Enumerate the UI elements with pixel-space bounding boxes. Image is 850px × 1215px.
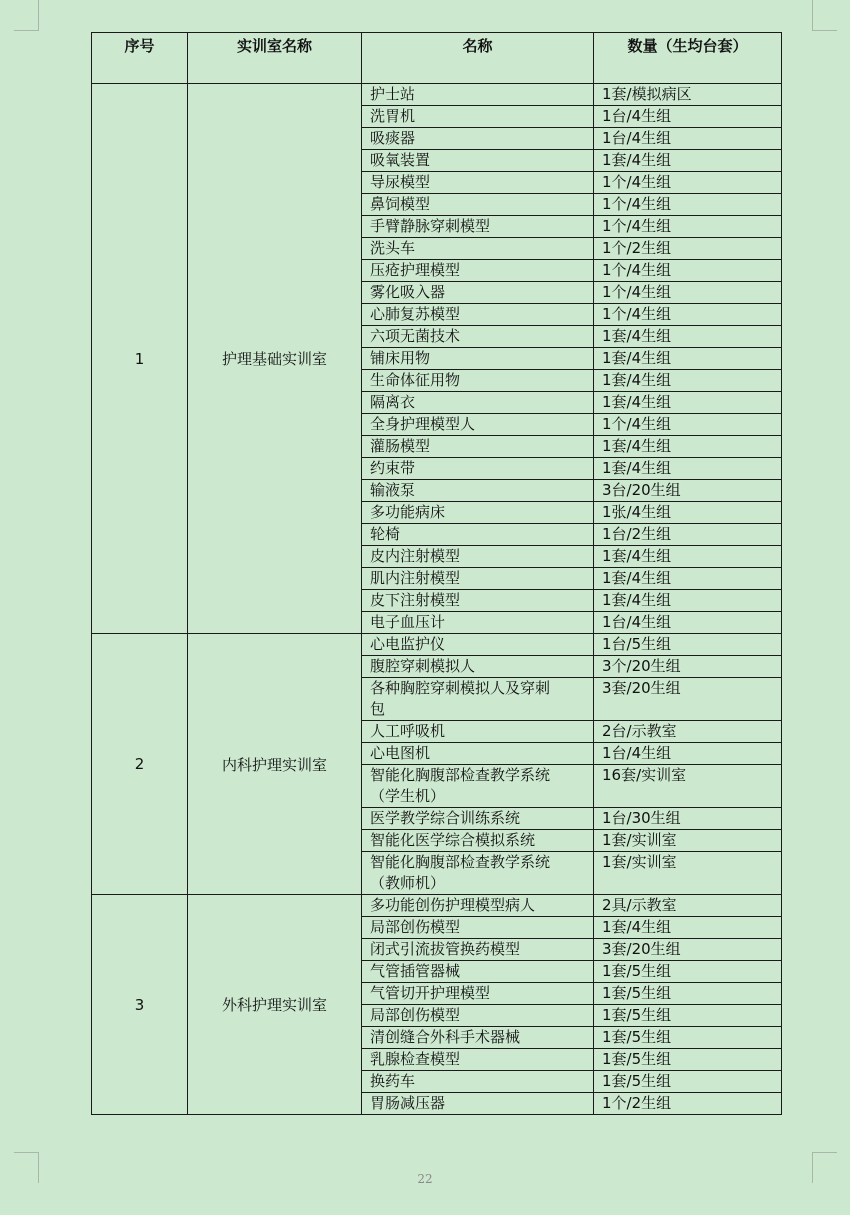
equipment-quantity: 1套/4生组 xyxy=(594,436,782,458)
equipment-quantity: 3个/20生组 xyxy=(594,656,782,678)
equipment-name: 局部创伤模型 xyxy=(370,1006,461,1024)
equipment-quantity: 1个/4生组 xyxy=(594,260,782,282)
equipment-name-cell xyxy=(362,612,594,634)
equipment-name-cell xyxy=(362,436,594,458)
equipment-name-cell xyxy=(362,852,594,895)
equipment-name-cell xyxy=(362,1093,594,1115)
equipment-quantity: 1套/5生组 xyxy=(594,1027,782,1049)
equipment-name: 气管插管器械 xyxy=(370,962,461,980)
equipment-name: 局部创伤模型 xyxy=(370,918,461,936)
equipment-name-cell xyxy=(362,458,594,480)
equipment-name: 隔离衣 xyxy=(370,393,416,411)
equipment-name-cell xyxy=(362,721,594,743)
equipment-name: 医学教学综合训练系统 xyxy=(370,809,521,827)
equipment-name: 气管切开护理模型 xyxy=(370,984,491,1002)
group-room-name: 护理基础实训室 xyxy=(188,84,362,634)
equipment-name-cell xyxy=(362,983,594,1005)
equipment-quantity: 1套/5生组 xyxy=(594,1049,782,1071)
equipment-name-cell xyxy=(362,1049,594,1071)
equipment-quantity: 1套/4生组 xyxy=(594,370,782,392)
equipment-name-cell xyxy=(362,128,594,150)
equipment-name: 乳腺检查模型 xyxy=(370,1050,461,1068)
equipment-name: 鼻饲模型 xyxy=(370,195,431,213)
group-index: 1 xyxy=(92,84,188,634)
crop-mark-top-right xyxy=(812,0,837,31)
equipment-name-cell xyxy=(362,743,594,765)
equipment-quantity: 1个/4生组 xyxy=(594,304,782,326)
equipment-quantity: 1套/4生组 xyxy=(594,458,782,480)
equipment-name-cell xyxy=(362,656,594,678)
equipment-name-cell xyxy=(362,961,594,983)
equipment-quantity: 1套/4生组 xyxy=(594,546,782,568)
equipment-name: 心电监护仪 xyxy=(370,635,446,653)
page-number: 22 xyxy=(417,1172,433,1186)
equipment-quantity: 1套/模拟病区 xyxy=(594,84,782,106)
group-index: 3 xyxy=(92,895,188,1115)
equipment-quantity: 1套/5生组 xyxy=(594,1071,782,1093)
equipment-name: 灌肠模型 xyxy=(370,437,431,455)
equipment-quantity: 1套/5生组 xyxy=(594,1005,782,1027)
equipment-name-cell xyxy=(362,304,594,326)
equipment-quantity: 1套/4生组 xyxy=(594,348,782,370)
equipment-name: 导尿模型 xyxy=(370,173,431,191)
table-row xyxy=(92,895,782,917)
equipment-name: 生命体征用物 xyxy=(370,371,461,389)
equipment-name: 压疮护理模型 xyxy=(370,261,461,279)
header-room: 实训室名称 xyxy=(188,33,362,84)
equipment-quantity: 1张/4生组 xyxy=(594,502,782,524)
equipment-name-cell xyxy=(362,326,594,348)
equipment-quantity: 1套/5生组 xyxy=(594,983,782,1005)
equipment-name-cell xyxy=(362,260,594,282)
equipment-name-continued: （学生机） xyxy=(370,787,446,805)
equipment-quantity: 1个/4生组 xyxy=(594,194,782,216)
equipment-name: 智能化胸腹部检查教学系统 xyxy=(370,853,551,871)
equipment-name: 闭式引流拔管换药模型 xyxy=(370,940,521,958)
equipment-name-continued: （教师机） xyxy=(370,874,446,892)
equipment-quantity: 1套/4生组 xyxy=(594,568,782,590)
equipment-quantity: 1个/4生组 xyxy=(594,282,782,304)
equipment-quantity: 3台/20生组 xyxy=(594,480,782,502)
group-room-name: 外科护理实训室 xyxy=(188,895,362,1115)
equipment-name-cell xyxy=(362,895,594,917)
equipment-name: 心电图机 xyxy=(370,744,431,762)
equipment-quantity: 3套/20生组 xyxy=(594,939,782,961)
equipment-name: 智能化医学综合模拟系统 xyxy=(370,831,536,849)
equipment-name-cell xyxy=(362,634,594,656)
equipment-name: 智能化胸腹部检查教学系统 xyxy=(370,766,551,784)
equipment-quantity: 1套/实训室 xyxy=(594,830,782,852)
equipment-name: 铺床用物 xyxy=(370,349,431,367)
equipment-name: 肌内注射模型 xyxy=(370,569,461,587)
equipment-name: 洗胃机 xyxy=(370,107,416,125)
equipment-name: 心肺复苏模型 xyxy=(370,305,461,323)
equipment-quantity: 1套/5生组 xyxy=(594,961,782,983)
equipment-quantity: 1套/实训室 xyxy=(594,852,782,895)
header-index: 序号 xyxy=(92,33,188,84)
equipment-quantity: 1个/4生组 xyxy=(594,216,782,238)
equipment-name-cell xyxy=(362,172,594,194)
equipment-name-continued: 包 xyxy=(370,700,386,718)
equipment-name: 多功能创伤护理模型病人 xyxy=(370,896,536,914)
equipment-name-cell xyxy=(362,568,594,590)
equipment-name-cell xyxy=(362,348,594,370)
equipment-quantity: 1台/4生组 xyxy=(594,106,782,128)
table-body xyxy=(92,84,782,1115)
equipment-name-cell xyxy=(362,590,594,612)
header-name: 名称 xyxy=(362,33,594,84)
equipment-quantity: 1台/4生组 xyxy=(594,128,782,150)
equipment-quantity: 2台/示教室 xyxy=(594,721,782,743)
equipment-name: 吸氧装置 xyxy=(370,151,431,169)
equipment-name-cell xyxy=(362,502,594,524)
equipment-quantity: 1台/2生组 xyxy=(594,524,782,546)
equipment-name-cell xyxy=(362,917,594,939)
equipment-name-cell xyxy=(362,939,594,961)
equipment-name-cell xyxy=(362,765,594,808)
equipment-name: 电子血压计 xyxy=(370,613,446,631)
equipment-quantity: 2具/示教室 xyxy=(594,895,782,917)
equipment-name: 输液泵 xyxy=(370,481,416,499)
equipment-quantity: 1个/2生组 xyxy=(594,1093,782,1115)
equipment-quantity: 1台/4生组 xyxy=(594,612,782,634)
equipment-name: 清创缝合外科手术器械 xyxy=(370,1028,521,1046)
equipment-name-cell xyxy=(362,194,594,216)
equipment-name: 六项无菌技术 xyxy=(370,327,461,345)
equipment-name: 皮内注射模型 xyxy=(370,547,461,565)
equipment-name-cell xyxy=(362,830,594,852)
crop-mark-top-left xyxy=(14,0,39,31)
equipment-name-cell xyxy=(362,1027,594,1049)
equipment-name: 腹腔穿刺模拟人 xyxy=(370,657,476,675)
equipment-quantity: 1套/4生组 xyxy=(594,917,782,939)
equipment-quantity: 1个/4生组 xyxy=(594,414,782,436)
equipment-name: 吸痰器 xyxy=(370,129,416,147)
equipment-name-cell xyxy=(362,414,594,436)
equipment-name-cell xyxy=(362,216,594,238)
equipment-quantity: 1个/2生组 xyxy=(594,238,782,260)
equipment-name-cell xyxy=(362,282,594,304)
equipment-name-cell xyxy=(362,546,594,568)
table-row xyxy=(92,84,782,106)
equipment-name-cell xyxy=(362,1005,594,1027)
table-row xyxy=(92,634,782,656)
equipment-name: 雾化吸入器 xyxy=(370,283,446,301)
equipment-name-cell xyxy=(362,392,594,414)
equipment-quantity: 1台/4生组 xyxy=(594,743,782,765)
equipment-name-cell xyxy=(362,808,594,830)
equipment-name-cell xyxy=(362,480,594,502)
equipment-quantity: 16套/实训室 xyxy=(594,765,782,808)
equipment-name: 换药车 xyxy=(370,1072,416,1090)
equipment-name-cell xyxy=(362,84,594,106)
equipment-quantity: 1套/4生组 xyxy=(594,392,782,414)
equipment-name: 洗头车 xyxy=(370,239,416,257)
equipment-name: 人工呼吸机 xyxy=(370,722,446,740)
equipment-quantity: 1套/4生组 xyxy=(594,326,782,348)
table-header-row xyxy=(92,33,782,84)
equipment-name-cell xyxy=(362,106,594,128)
equipment-name: 各种胸腔穿刺模拟人及穿刺 xyxy=(370,679,551,697)
equipment-name-cell xyxy=(362,238,594,260)
equipment-quantity: 1台/5生组 xyxy=(594,634,782,656)
equipment-name: 胃肠减压器 xyxy=(370,1094,446,1112)
equipment-quantity: 1套/4生组 xyxy=(594,150,782,172)
equipment-name-cell xyxy=(362,524,594,546)
equipment-name: 护士站 xyxy=(370,85,416,103)
equipment-quantity: 1台/30生组 xyxy=(594,808,782,830)
equipment-name: 皮下注射模型 xyxy=(370,591,461,609)
equipment-quantity: 1套/4生组 xyxy=(594,590,782,612)
equipment-name: 多功能病床 xyxy=(370,503,446,521)
group-room-name: 内科护理实训室 xyxy=(188,634,362,895)
equipment-name: 轮椅 xyxy=(370,525,401,543)
equipment-name-cell xyxy=(362,150,594,172)
equipment-name: 约束带 xyxy=(370,459,416,477)
equipment-name: 全身护理模型人 xyxy=(370,415,476,433)
equipment-name: 手臂静脉穿刺模型 xyxy=(370,217,491,235)
equipment-name-cell xyxy=(362,1071,594,1093)
equipment-name-cell xyxy=(362,370,594,392)
header-qty: 数量（生均台套） xyxy=(594,33,782,84)
equipment-quantity: 3套/20生组 xyxy=(594,678,782,721)
group-index: 2 xyxy=(92,634,188,895)
equipment-quantity: 1个/4生组 xyxy=(594,172,782,194)
equipment-table xyxy=(91,32,782,1115)
equipment-name-cell xyxy=(362,678,594,721)
